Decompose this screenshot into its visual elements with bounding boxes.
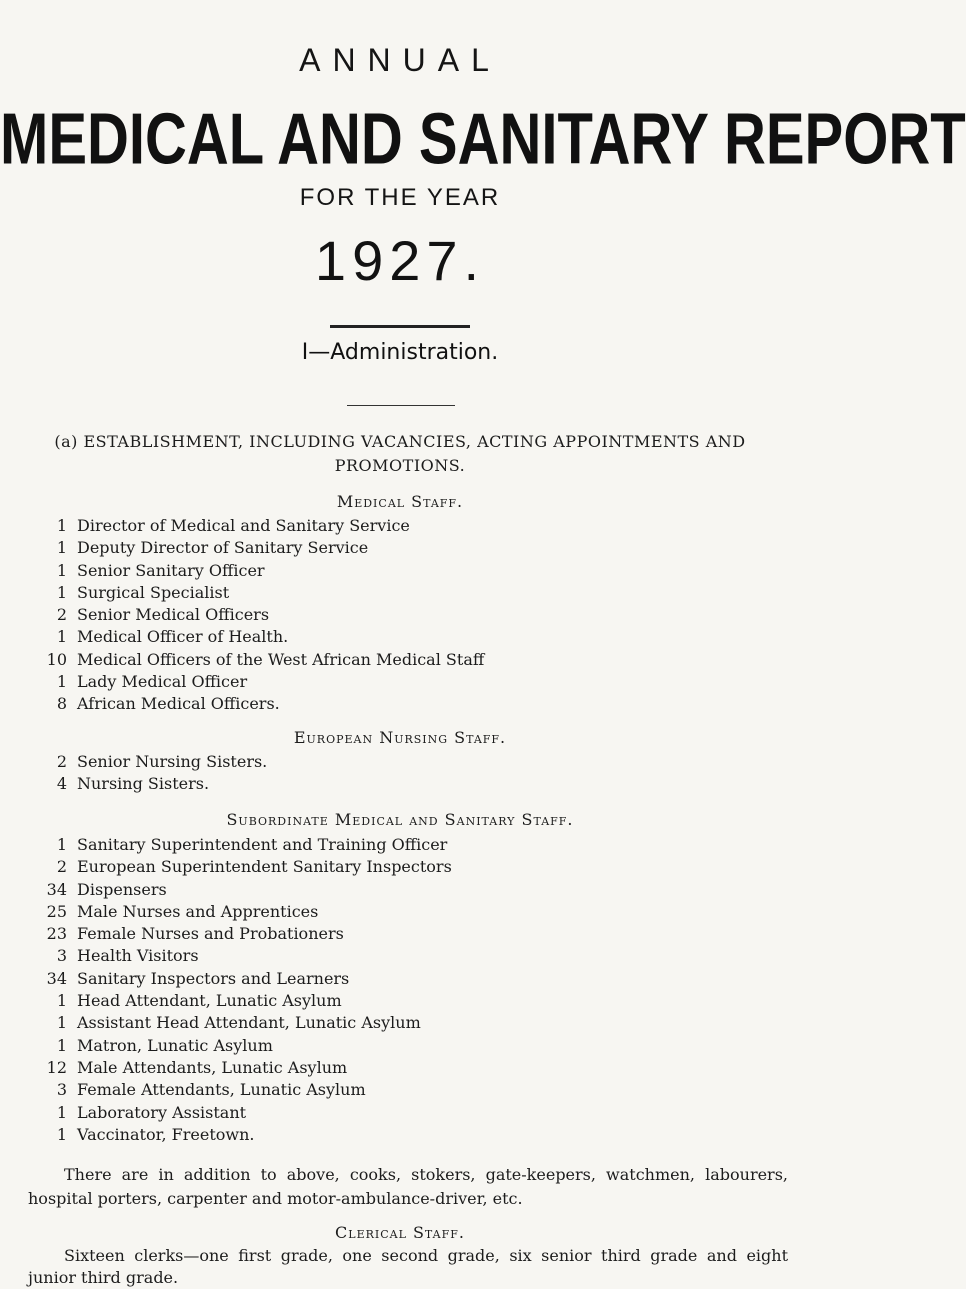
list-item	[45, 582, 745, 604]
item-quantity: 2	[56, 605, 67, 625]
item-quantity: 8	[56, 694, 67, 714]
list-item	[45, 560, 745, 582]
item-quantity: 1	[56, 991, 67, 1011]
item-description: Female Nurses and Probationers	[77, 924, 344, 944]
item-quantity: 34	[46, 968, 67, 988]
item-description: Head Attendant, Lunatic Asylum	[77, 991, 342, 1011]
list-item	[45, 671, 745, 693]
item-quantity: 1	[56, 516, 67, 535]
item-description: Medical Officer of Health.	[77, 627, 289, 647]
item-description: Female Attendants, Lunatic Asylum	[77, 1080, 366, 1100]
item-description: Lady Medical Officer	[77, 672, 248, 692]
medical-staff-list	[45, 515, 745, 716]
list-item	[45, 626, 745, 648]
item-quantity: 1	[56, 1035, 67, 1055]
list-item	[45, 515, 745, 537]
list-item	[45, 649, 745, 671]
item-quantity: 1	[56, 1013, 67, 1033]
item-description: Vaccinator, Freetown.	[77, 1124, 255, 1144]
item-quantity: 10	[46, 649, 67, 669]
item-description: Sanitary Superintendent and Training Officer	[77, 835, 448, 854]
list-item	[45, 1079, 745, 1101]
list-item	[45, 693, 745, 715]
list-item	[45, 879, 745, 901]
item-quantity: 1	[56, 1124, 67, 1144]
item-quantity: 1	[56, 1102, 67, 1122]
item-description: Senior Medical Officers	[77, 605, 270, 625]
item-quantity: 25	[46, 901, 67, 921]
item-quantity: 12	[46, 1057, 67, 1077]
item-quantity: 23	[46, 924, 67, 944]
item-description: Deputy Director of Sanitary Service	[77, 538, 369, 558]
list-item	[45, 901, 745, 923]
item-description: Surgical Specialist	[77, 582, 230, 602]
divider-thick	[330, 325, 470, 328]
item-description: Matron, Lunatic Asylum	[77, 1035, 273, 1055]
item-quantity: 1	[56, 560, 67, 580]
item-description: European Superintendent Sanitary Inspectors	[77, 857, 452, 877]
item-description: Nursing Sisters.	[77, 774, 210, 794]
item-description: Male Attendants, Lunatic Asylum	[77, 1057, 348, 1077]
item-description: African Medical Officers.	[77, 694, 280, 714]
medical-staff-title: Medical Staff.	[336, 492, 464, 511]
item-quantity: 1	[56, 835, 67, 854]
list-item	[45, 923, 745, 945]
item-description: Senior Nursing Sisters.	[77, 752, 268, 771]
list-item	[45, 537, 745, 559]
item-description: Assistant Head Attendant, Lunatic Asylum	[77, 1013, 421, 1033]
list-item	[45, 604, 745, 626]
clerical-staff-text: Sixteen clerks—one first grade, one second grade, six senior third grade and eight junior third grade.	[28, 1246, 788, 1287]
list-item	[45, 1057, 745, 1079]
item-quantity: 1	[56, 672, 67, 692]
item-quantity: 34	[46, 879, 67, 899]
item-description: Health Visitors	[77, 946, 199, 966]
subordinate-staff-title: Subordinate Medical and Sanitary Staff.	[226, 810, 574, 829]
list-item	[45, 751, 745, 773]
item-quantity: 1	[56, 538, 67, 558]
list-item	[45, 968, 745, 990]
list-item	[45, 1124, 745, 1146]
item-description: Medical Officers of the West African Medical Staff	[77, 649, 485, 669]
annual-heading: ANNUAL	[299, 42, 501, 78]
item-description: Male Nurses and Apprentices	[77, 901, 319, 921]
establishment-subheading: (a) ESTABLISHMENT, INCLUDING VACANCIES, ACTING APPOINTMENTS AND PROMOTIONS.	[54, 432, 746, 475]
list-item	[45, 773, 745, 795]
item-quantity: 2	[56, 857, 67, 877]
list-item	[45, 945, 745, 967]
nursing-staff-title: European Nursing Staff.	[293, 728, 507, 747]
item-description: Director of Medical and Sanitary Service	[77, 516, 410, 535]
item-quantity: 1	[56, 582, 67, 602]
item-description: Sanitary Inspectors and Learners	[77, 968, 350, 988]
clerical-staff-title: Clerical Staff.	[335, 1223, 465, 1242]
item-quantity: 2	[56, 752, 67, 771]
list-item	[45, 1102, 745, 1124]
list-item	[45, 834, 745, 856]
list-item	[45, 990, 745, 1012]
section-heading: I—Administration.	[301, 340, 499, 365]
list-item	[45, 1012, 745, 1034]
item-quantity: 3	[56, 1080, 67, 1100]
item-quantity: 1	[56, 627, 67, 647]
additional-staff-note: There are in addition to above, cooks, stokers, gate-keepers, watchmen, labourers, hospital porters, carpenter and motor-ambulance-driver, etc.	[28, 1165, 788, 1208]
report-title: MEDICAL AND SANITARY REPORT	[0, 98, 966, 180]
item-description: Senior Sanitary Officer	[77, 560, 265, 580]
divider-thin	[347, 405, 455, 406]
item-description: Dispensers	[77, 879, 167, 899]
for-year-label: FOR THE YEAR	[299, 184, 501, 211]
subordinate-staff-list	[45, 834, 745, 1146]
item-description: Laboratory Assistant	[77, 1102, 247, 1122]
nursing-staff-list	[45, 751, 745, 796]
list-item	[45, 1035, 745, 1057]
item-quantity: 4	[56, 774, 67, 794]
report-year: 1927.	[314, 229, 486, 292]
item-quantity: 3	[56, 946, 67, 966]
list-item	[45, 856, 745, 878]
